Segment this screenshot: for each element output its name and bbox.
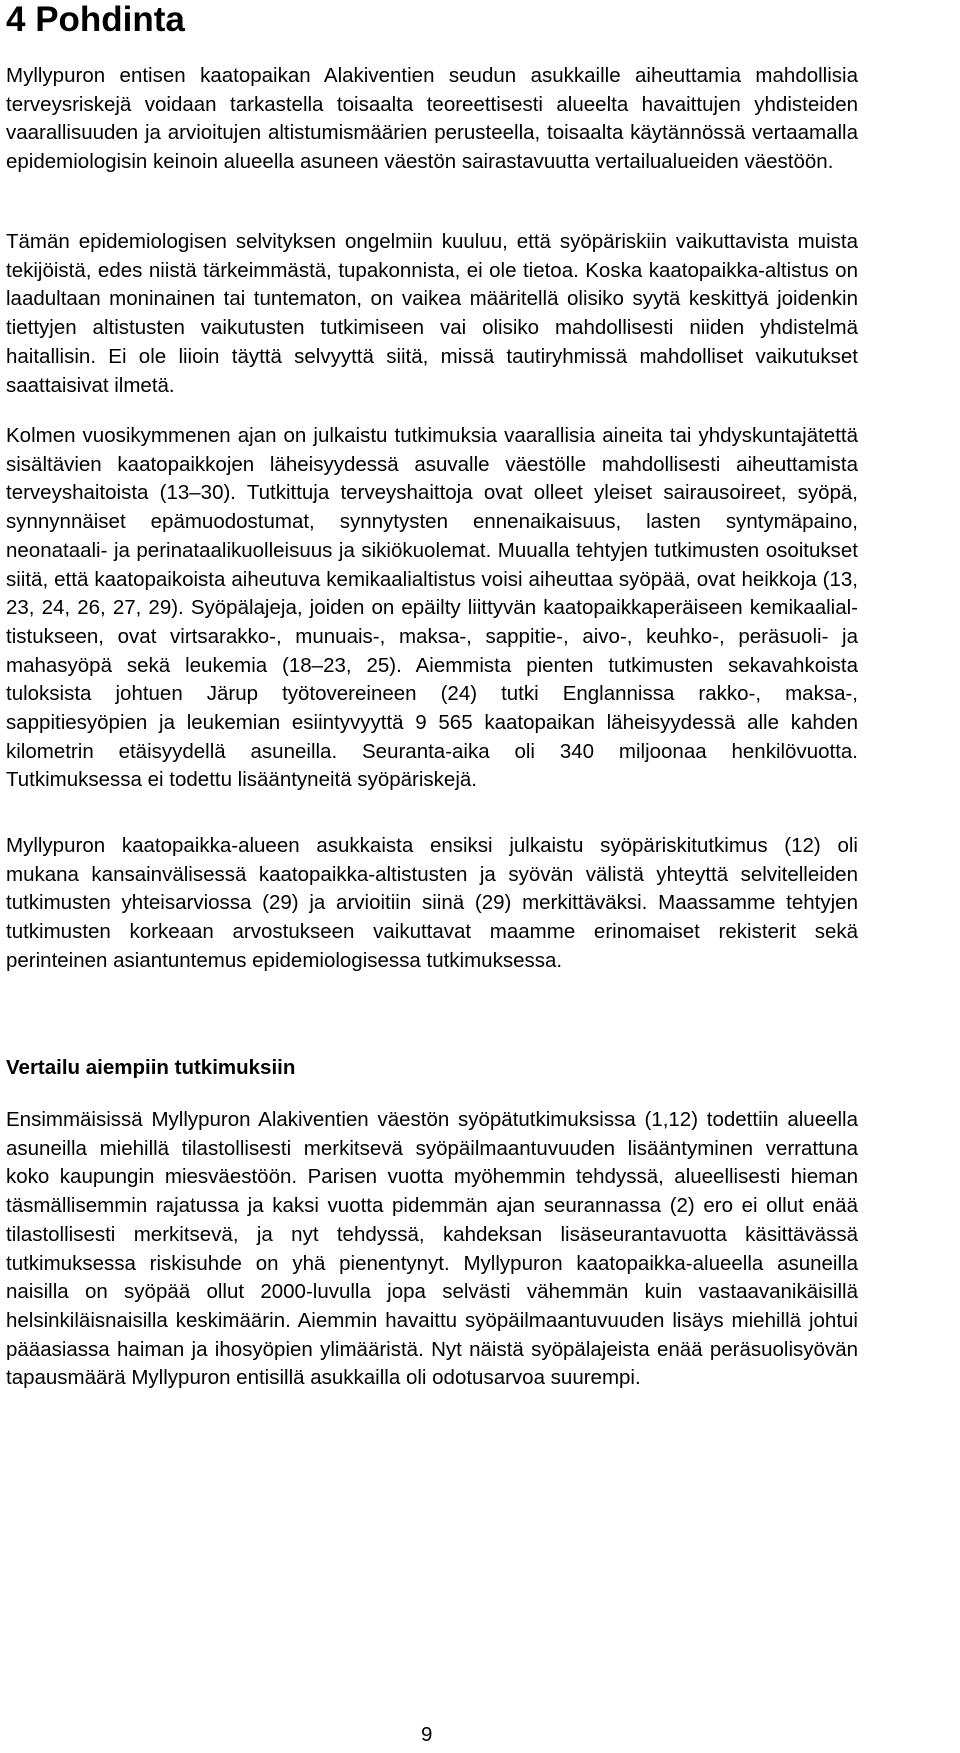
paragraph-myllypuro-study: Myllypuron kaatopaikka-alueen asukkaista ensiksi julkaistu syöpäriskitutkimus (12) oli mukana kansainvälisessä kaatopaikka-altistusten ja syövän välistä yhteyttä selvitelleiden tutkimusten yhteisarviossa (29) ja arvioitiin siinä (29) merkittäväksi. Maassamme tehtyjen tutkimusten korkeaan arvostukseen vaikuttavat maamme erinomaiset rekisterit sekä perinteinen asiantuntemus epidemiologisessa tutkimuksessa. [6,834,858,972]
chapter-title: 4 Pohdinta [6,0,185,39]
paragraph-problems: Tämän epidemiologisen selvityksen ongelmiin kuuluu, että syöpäriskiin vaikuttavista muista tekijöistä, edes niistä tärkeimmästä, tupakonnista, ei ole tietoa. Koska kaatopaikka-altistus on laadultaan moninainen tai tuntematon, on vaikea määritellä olisiko syytä keskittyä joidenkin tiettyjen altistusten vaikutusten tutkimiseen vai olisiko mahdollisesti niiden yhdistelmä haitallisin. Ei ole liioin täyttä selvyyttä siitä, missä tautiryhmissä mahdolliset vaikutukset saattaisivat ilmetä. [6,230,858,397]
paragraph-intro: Myllypuron entisen kaatopaikan Alakiventien seudun asukkaille aiheuttamia mahdollisia terveysriskejä voidaan tarkastella toisaalta teoreettisesti alueelta havaittujen yhdisteiden vaarallisuuden ja arvioitujen altistumismäärien perusteella, toisaalta käytännössä vertaamalla epidemiologisin keinoin alueella asuneen väestön sairastavuutta vertailualueiden väestöön. [6,64,858,174]
paragraph-comparison: Ensimmäisissä Myllypuron Alakiventien väestön syöpätutkimuksissa (1,12) todettiin alueella asuneilla miehillä tilastollisesti merkitsevä syöpäilmaantuvuuden lisääntyminen verrattuna koko kaupungin miesväestöön. Parisen vuotta myöhemmin tehdyssä, alueellisesti hieman täsmällisemmin rajatussa ja kaksi vuotta pidemmän ajan seurannassa (2) ero ei ollut enää tilastollisesti merkitsevä, ja nyt tehdyssä, kahdeksan lisäseurantavuotta käsittävässä tutkimuksessa riskisuhde on yhä pienentynyt. Myllypuron kaatopaikka-alueella asuneilla naisilla on syöpää ollut 2000-luvulla jopa selvästi vähemmän kuin vastaavanikäisillä helsinkiläisnaisilla keskimäärin. Aiemmin havaittu syöpäilmaantuvuuden lisäys miehillä johtui pääasiassa haiman ja ihosyöpien ylimääristä. Nyt näistä syöpälajeista enää peräsuolisyövän tapausmäärä Myllypuron entisillä asukkailla oli odotusarvoa suurempi. [6,1108,858,1390]
page-number: 9 [421,1723,433,1746]
paragraph-earlier-research: Kolmen vuosikymmenen ajan on julkaistu tutkimuksia vaarallisia aineita tai yhdyskuntajätettä sisältävien kaatopaikkojen läheisyydessä asuvalle väestölle mahdollisesti aiheuttamista terveyshaitoista (13–30). Tutkittuja terveyshaittoja ovat olleet yleiset sairausoireet, syöpä, synnynnäiset epämuodostumat, synnytysten ennenaikaisuus, lasten syntymäpaino, neonataali- ja perinataalikuolleisuus ja sikiökuolemat. Muualla tehtyjen tutkimusten osoitukset siitä, että kaatopaikoista aiheutuva kemikaalialtistus voisi aiheuttaa syöpää, ovat heikkoja (13, 23, 24, 26, 27, 29). Syöpälajeja, joiden on epäilty liittyvän kaatopaikkaperäiseen kemikaalialtistukseen, ovat virtsarakko-, munuais-, maksa-, sappitie-, aivo-, keuhko-, peräsuoli- ja mahasyöpä sekä leukemia (18–23, 25). Aiemmista pienten tutkimusten sekavahkoista tuloksista johtuen Järup työtovereineen (24) tutki Englannissa rakko-, maksa-, sappitiesyöpien ja leukemian esiintyvyyttä 9 565 kaatopaikan läheisyydessä alle kahden kilometrin etäisyydellä asuneilla. Seuranta-aika oli 340 miljoonaa henkilövuotta. Tutkimuksessa ei todettu lisääntyneitä syöpäriskejä. [6,424,858,792]
section-heading: Vertailu aiempiin tutkimuksiin [6,1056,296,1079]
